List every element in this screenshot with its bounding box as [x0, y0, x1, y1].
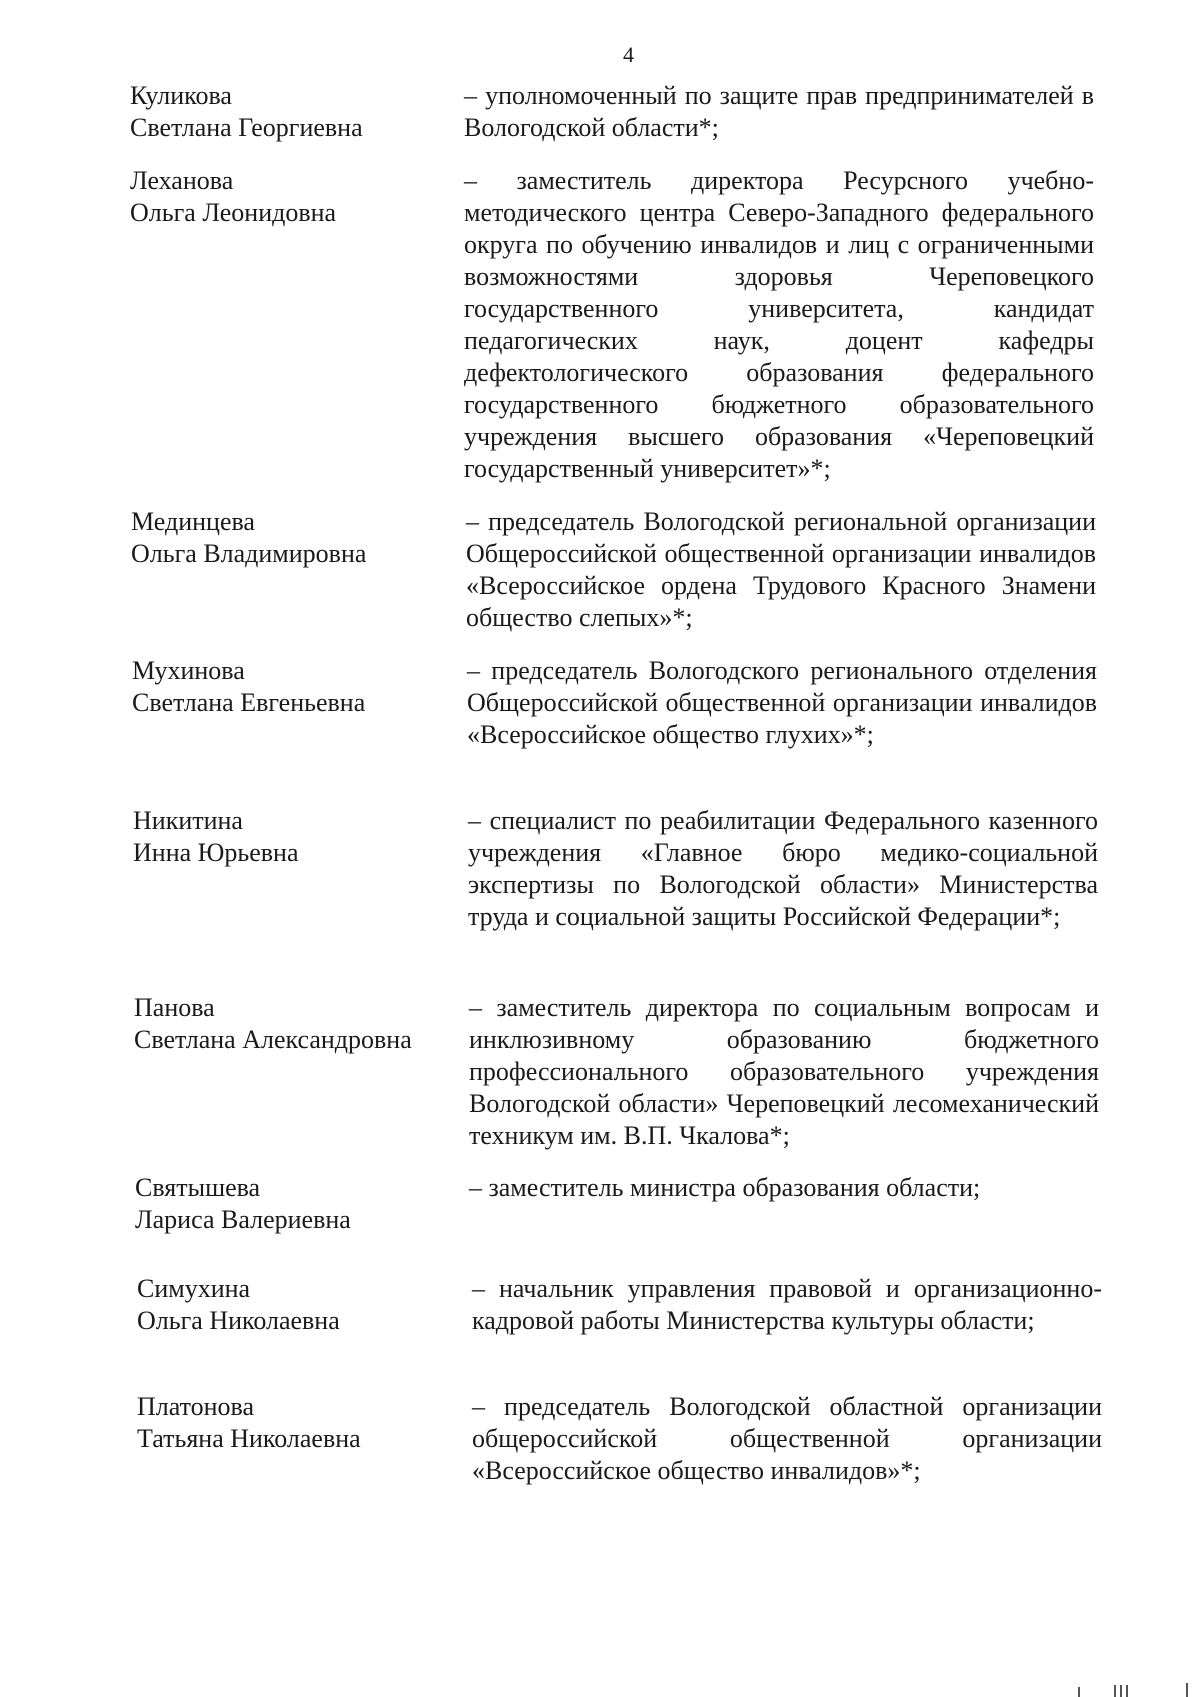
member-position	[469, 1172, 1099, 1204]
member-given-names: Ольга Николаевна	[137, 1306, 340, 1335]
member-name	[133, 805, 299, 869]
member-given-names: Светлана Александровна	[134, 1025, 412, 1054]
member-surname: Мухинова	[132, 656, 245, 685]
member-name	[132, 655, 365, 719]
scan-mark	[1114, 1685, 1116, 1697]
member-name	[134, 992, 412, 1056]
member-position	[464, 80, 1094, 144]
member-position-text: – начальник управления правовой и организационно-кадровой работы Министерства культуры области;	[472, 1274, 1102, 1335]
member-surname: Святышева	[135, 1173, 261, 1202]
member-position-text: – заместитель директора по социальным вопросам и инклюзивному образованию бюджетного профессионального образовательного учреждения Вологодской области» Череповецкий лесомеханический техникум им. В.П. Чкалова*;	[469, 993, 1099, 1150]
member-given-names: Инна Юрьевна	[133, 838, 299, 867]
member-name	[130, 165, 336, 229]
member-surname: Платонова	[137, 1392, 255, 1421]
member-position	[466, 506, 1096, 634]
member-position	[467, 655, 1097, 751]
scan-mark	[1126, 1685, 1128, 1697]
member-given-names: Ольга Владимировна	[131, 539, 367, 568]
scan-mark	[1120, 1685, 1122, 1697]
member-position	[464, 165, 1094, 485]
member-position-text: – председатель Вологодского регионального отделения Общероссийской общественной организации инвалидов «Всероссийское общество глухих»*;	[467, 656, 1097, 749]
member-name	[130, 80, 363, 144]
member-surname: Панова	[134, 993, 215, 1022]
member-position-text: – председатель Вологодской областной организации общероссийской общественной организации «Всероссийское общество инвалидов»*;	[472, 1392, 1102, 1485]
member-given-names: Татьяна Николаевна	[137, 1424, 361, 1453]
member-position-text: – заместитель директора Ресурсного учебно-методического центра Северо-Западного федерального округа по обучению инвалидов и лиц с ограниченными возможностями здоровья Череповецкого государственного университета, кандидат педагогических наук, доцент кафедры дефектологического образования федерального государственного бюджетного образовательного учреждения высшего образования «Череповецкий государственный университет»*;	[464, 166, 1094, 483]
member-given-names: Лариса Валериевна	[135, 1205, 351, 1234]
member-position-text: – специалист по реабилитации Федерального казенного учреждения «Главное бюро медико-социальной экспертизы по Вологодской области» Министерства труда и социальной защиты Российской Федерации*;	[468, 806, 1098, 931]
member-surname: Симухина	[137, 1274, 251, 1303]
member-name	[135, 1172, 351, 1236]
member-surname: Куликова	[130, 81, 232, 110]
scan-mark	[1078, 1687, 1080, 1697]
member-surname: Леханова	[130, 166, 234, 195]
member-surname: Никитина	[133, 806, 243, 835]
member-given-names: Светлана Георгиевна	[130, 113, 363, 142]
member-name	[137, 1391, 361, 1455]
member-position	[468, 805, 1098, 933]
member-position	[472, 1273, 1102, 1337]
member-position	[472, 1391, 1102, 1487]
member-name	[137, 1273, 340, 1337]
page-number: 4	[623, 42, 634, 67]
member-given-names: Светлана Евгеньевна	[132, 688, 366, 717]
member-position-text: – заместитель министра образования области;	[469, 1173, 981, 1202]
member-surname: Мединцева	[131, 507, 255, 536]
member-name	[131, 506, 366, 570]
scan-mark	[1186, 1683, 1188, 1697]
member-position-text: – председатель Вологодской региональной организации Общероссийской общественной организации инвалидов «Всероссийское ордена Трудового Красного Знамени общество слепых»*;	[466, 507, 1096, 632]
scan-artifact-marks	[1060, 1683, 1200, 1697]
member-given-names: Ольга Леонидовна	[130, 198, 337, 227]
member-position	[469, 992, 1099, 1152]
member-position-text: – уполномоченный по защите прав предпринимателей в Вологодской области*;	[464, 81, 1094, 142]
